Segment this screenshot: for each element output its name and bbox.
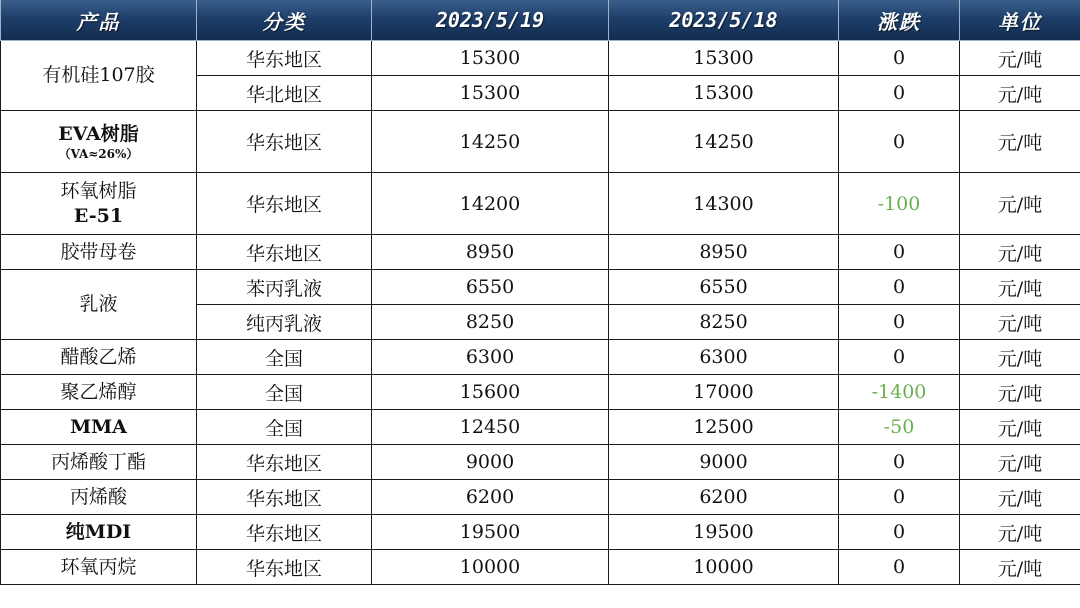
header-unit: 单位 [960,0,1080,41]
price-current-cell: 8250 [372,305,609,340]
product-cell [1,41,197,111]
product-cell [1,515,197,550]
table-row [1,445,1080,480]
price-current-cell: 15300 [372,41,609,76]
price-current-cell: 10000 [372,550,609,585]
header-product: 产品 [1,0,197,41]
change-cell: 0 [839,480,960,515]
product-cell [1,480,197,515]
price-previous-cell: 19500 [609,515,839,550]
product-cell [1,340,197,375]
price-current-cell: 15300 [372,76,609,111]
product-cell [1,410,197,445]
product-cell [1,550,197,585]
table-row [1,375,1080,410]
change-cell: 0 [839,111,960,173]
product-name: 丙烯酸丁酯 [50,450,146,473]
product-cell [1,173,197,235]
change-cell: 0 [839,76,960,111]
price-previous-cell: 9000 [609,445,839,480]
product-spec: （VA≈26%） [58,147,139,161]
price-current-cell: 6300 [372,340,609,375]
product-name: 乳液 [79,293,118,315]
price-previous-cell: 6300 [609,340,839,375]
product-name: 丙烯酸 [69,485,127,508]
unit-cell: 元/吨 [960,76,1080,111]
category-cell: 华东地区 [197,515,372,550]
price-previous-cell: 15300 [609,41,839,76]
unit-cell: 元/吨 [960,270,1080,305]
table-row [1,340,1080,375]
product-cell [1,235,197,270]
table-row [1,173,1080,235]
table-row [1,41,1080,76]
product-cell [1,270,197,340]
price-current-cell: 14200 [372,173,609,235]
category-cell: 华东地区 [197,41,372,76]
price-previous-cell: 10000 [609,550,839,585]
change-cell: 0 [839,550,960,585]
category-cell: 全国 [197,340,372,375]
unit-cell: 元/吨 [960,480,1080,515]
price-current-cell: 14250 [372,111,609,173]
price-previous-cell: 17000 [609,375,839,410]
change-cell: 0 [839,515,960,550]
table-row [1,270,1080,305]
category-cell: 华东地区 [197,111,372,173]
product-name: 有机硅107胶 [42,64,155,86]
table-row [1,410,1080,445]
unit-cell: 元/吨 [960,445,1080,480]
product-name: 聚乙烯醇 [60,380,137,403]
change-cell: -50 [839,410,960,445]
price-previous-cell: 6200 [609,480,839,515]
product-name: 环氧树脂 [60,179,137,202]
product-cell [1,111,197,173]
change-cell: 0 [839,305,960,340]
price-current-cell: 6200 [372,480,609,515]
category-cell: 华东地区 [197,550,372,585]
unit-cell: 元/吨 [960,41,1080,76]
category-cell: 全国 [197,410,372,445]
price-current-cell: 12450 [372,410,609,445]
product-name: 胶带母卷 [60,240,137,263]
price-previous-cell: 12500 [609,410,839,445]
price-previous-cell: 8950 [609,235,839,270]
unit-cell: 元/吨 [960,375,1080,410]
category-cell: 华东地区 [197,445,372,480]
header-row [1,0,1080,41]
product-name: 醋酸乙烯 [60,345,137,368]
product-cell [1,445,197,480]
price-current-cell: 15600 [372,375,609,410]
category-cell: 苯丙乳液 [197,270,372,305]
category-cell: 全国 [197,375,372,410]
unit-cell: 元/吨 [960,235,1080,270]
unit-cell: 元/吨 [960,410,1080,445]
unit-cell: 元/吨 [960,340,1080,375]
change-cell: 0 [839,270,960,305]
category-cell: 纯丙乳液 [197,305,372,340]
unit-cell: 元/吨 [960,111,1080,173]
product-name: 环氧丙烷 [60,555,137,578]
category-cell: 华东地区 [197,480,372,515]
table-body [1,41,1080,585]
price-previous-cell: 15300 [609,76,839,111]
product-cell [1,375,197,410]
product-name-grade: E-51 [73,204,124,227]
price-current-cell: 19500 [372,515,609,550]
header-date-previous: 2023/5/18 [609,0,839,41]
table-row [1,515,1080,550]
category-cell: 华东地区 [197,235,372,270]
table-row [1,550,1080,585]
unit-cell: 元/吨 [960,305,1080,340]
price-previous-cell: 6550 [609,270,839,305]
table-header [1,0,1080,41]
change-cell: 0 [839,41,960,76]
unit-cell: 元/吨 [960,550,1080,585]
change-cell: -1400 [839,375,960,410]
price-previous-cell: 8250 [609,305,839,340]
change-cell: 0 [839,235,960,270]
product-name: EVA树脂 [58,123,139,145]
price-current-cell: 6550 [372,270,609,305]
price-current-cell: 9000 [372,445,609,480]
product-name: MMA [70,415,127,438]
header-date-current: 2023/5/19 [372,0,609,41]
category-cell: 华东地区 [197,173,372,235]
change-cell: 0 [839,340,960,375]
price-current-cell: 8950 [372,235,609,270]
unit-cell: 元/吨 [960,173,1080,235]
header-change: 涨跌 [839,0,960,41]
product-name: 纯MDI [65,520,132,543]
category-cell: 华北地区 [197,76,372,111]
header-category: 分类 [197,0,372,41]
price-previous-cell: 14250 [609,111,839,173]
change-cell: -100 [839,173,960,235]
change-cell: 0 [839,445,960,480]
table-row [1,480,1080,515]
price-previous-cell: 14300 [609,173,839,235]
table-row [1,235,1080,270]
unit-cell: 元/吨 [960,515,1080,550]
table-row [1,111,1080,173]
